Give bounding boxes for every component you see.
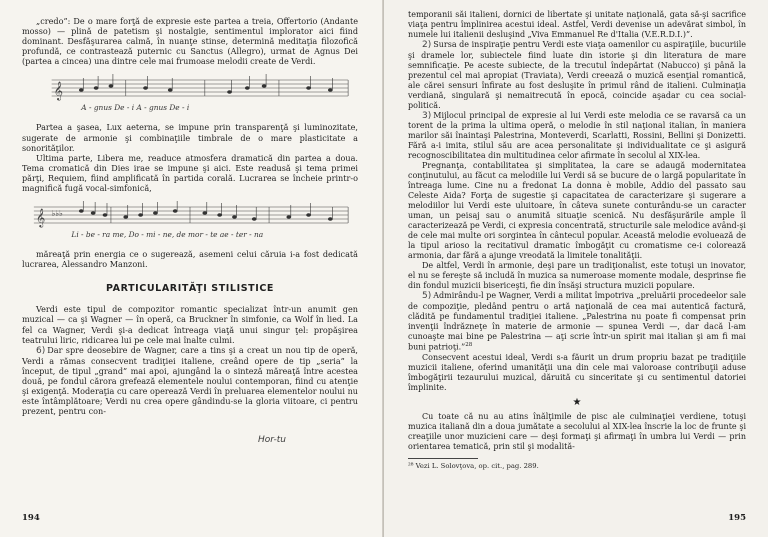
margin-note-handwriting: Hor-tu: [258, 435, 286, 445]
paragraph-marker-3: 3): [422, 110, 432, 121]
left-paragraph-6: [22, 345, 358, 417]
staff-drawing-2: [22, 199, 358, 245]
paragraph-marker-6: 6): [36, 345, 46, 356]
left-paragraph-3: Ultima parte, Libera me, readuce atmosfera dramatică din partea a doua. Tema cromatică din Dies irae se impune şi aici. Este readusă şi tema primei părţi, Requiem, fiind amplificată în partida corală. Lucrarea se încheie printr-o magnifică fugă vocal-simfonică,: [22, 152, 358, 194]
right-paragraph-6-text: Admirându-l pe Wagner, Verdi a militat împotriva „preluării procedeelor sale de compoziţie, pledând pentru o artă naţională de cea mai autentică factură, clădită pe fundamentul tradiţiei italiene. „Palestrina nu poate fi compensat prin invenţii îndrăzneţe în materie de armonie — spunea Verdi —, dar dacă l-am cunoaşte mai bine pe Palestrina — aţi scrie într-un spirit mai italian şi am fi mai buni patrioţi.”: [408, 290, 746, 353]
right-paragraph-2-text: Sursa de inspiraţie pentru Verdi este viaţa oamenilor cu aspiraţiile, bucuriile şi dramele lor, subiectele fiind luate din istorie şi din literatura de mare semnificaţie. Pe aceste subiecte, de la trecutul îndepărtat (Nabucco) şi până la prezentul cel mai apropiat (Traviata), Verdi creează o muzică esenţial romantică, ale cărei sensuri înfirate au fost desluşite în primul rând de italieni. Culminaţia verdiană, singulară şi nemaitrecută în epocă, coincide aşadar cu cea social-politică.: [408, 39, 746, 110]
right-paragraph-3-text: Mijlocul principal de expresie al lui Verdi este melodia ce se ravarsă ca un torent de la prima la ultima operă, o melodie în stil naţional italian, în maniera marilor săi înaintaşi Palestrina, Monteverdi, Scarlatti, Rossini, Bellini şi Donizetti. Fără a-i imita, stilul său are acea personalitate şi individualitate ce şi asigură recognoscibilitatea din multitudinea celor afirmate în secolul al XIX-lea.: [408, 110, 746, 161]
staff-lyrics-1: A - gnus De - i A - gnus De - i: [81, 103, 190, 113]
right-paragraph-8: Cu toate că nu au atins înălţimile de pisc ale culminaţiei verdiene, totuşi muzica italiană din a doua jumătate a secolului al XIX-lea înscrie la loc de frunte şi creaţiile unor muzicieni care — deşi formaţi şi afirmaţi în umbra lui Verdi — prin orientarea tematică, prin stil şi modalită-: [408, 411, 746, 451]
right-page: [384, 0, 768, 537]
staff-drawing-1: [22, 72, 358, 118]
footnote-reference: 28: [465, 342, 473, 349]
svg-text:♭♭♭: ♭♭♭: [51, 209, 63, 219]
left-paragraph-2: Partea a şasea, Lux aeterna, se impune prin transparenţă şi luminozitate, sugerate de armonie şi combinaţiile timbrale de o mare plasticitate a sonorităţilor.: [22, 122, 358, 153]
left-paragraph-4: măreaţă prin energia ce o sugerează, asemeni celui căruia i-a fost dedicată lucrarea, Alessandro Manzoni.: [22, 249, 358, 270]
right-paragraph-7: Consecvent acestui ideal, Verdi s-a făurit un drum propriu bazat pe tradiţiile muzicii italiene, oferind umanităţii una din cele mai valoroase contribuţii aduse îmbogăţirii tezaurului muzical, dăruită cu sinceritate şi cu sentimentul datoriei împlinite.: [408, 353, 746, 392]
paragraph-marker-5: 5): [422, 290, 432, 301]
left-paragraph-5: Verdi este tipul de compozitor romantic specializat într-un anumit gen muzical — ca şi Wagner — în operă, ca Bruckner în simfonie, ca Wolf în lied. La fel ca Wagner, Verdi şi-a dedicat întreaga viaţă unui singur ţel: propăşirea teatrului liric, ridicarea lui pe cele mai înalte culmi.: [22, 304, 358, 345]
svg-text:𝄞: 𝄞: [53, 81, 63, 101]
right-page-number: 195: [728, 513, 746, 523]
left-paragraph-1: „credo”: De o mare forţă de expresie este partea a treia, Offertorio (Andante mosso) — plină de patetism şi nostalgie, sentimentul implorator aici fiind dominant. Desfăşurarea calmă, în nuanţe stinse, determină meditaţia filozofică profundă, ce contrastează puternic cu Sanctus (Allegro), urmat de Agnus Dei (partea a cincea) una dintre cele mai frumoase melodii create de Verdi.: [22, 16, 358, 67]
paragraph-marker-2: 2): [422, 39, 432, 50]
music-staff-libera-me: [22, 199, 358, 245]
right-paragraph-4: Pregnanţa, contabilitatea şi simplitatea, la care se adaugă modernitatea conţinutului, au făcut ca melodiile lui Verdi să se bucure de o largă popularitate în întreaga lume. Cine nu a fredonat La donna è mobile, Addio del passato sau Celeste Aida? Forţa de sugestie şi capacitatea de caracterizare şi sugerare a melodiilor lui Verdi este uluitoare, în câteva sunete conturându-se un caracter uman, un peisaj sau o anumită situaţie scenică. Nu desfăşurările ample îl caracterizează pe Verdi, ci expresia concentrată, structurile sale melodice având-şi de cele mai multe ori sorgintea în cântecul popular. Această melodie evoluează de la tipul arioso la recitativul dramatic îmbogăţit cu cromatisme ce-i colorează armonia, dar fără a ajunge vreodată la limitele tonalităţii.: [408, 161, 746, 260]
section-heading: PARTICULARITĂŢI STILISTICE: [105, 283, 275, 295]
footnote: ²⁸ Vezi L. Solovţova, op. cit., pag. 289.: [408, 461, 539, 470]
left-page-number: 194: [22, 513, 40, 523]
footnote-divider: [408, 458, 478, 459]
svg-text:𝄞: 𝄞: [35, 208, 46, 228]
right-paragraph-3: [408, 111, 746, 162]
staff-lyrics-2: Li - be - ra me, Do - mi - ne, de mor - te ae - ter - na: [71, 230, 264, 240]
right-paragraph-1: temporanii săi italieni, dornici de libertate şi unitate naţională, gata să-şi sacrifice viaţa pentru împlinirea acestui ideal. Astfel, Verdi devenise un adevărat simbol, în numele lui italienii desluşind „Viva Emmanuel Re d'Italia (V.E.R.D.I.)”.: [408, 10, 746, 39]
right-paragraph-2: [408, 40, 746, 111]
right-paragraph-5: De altfel, Verdi în armonie, deşi pare un tradiţionalist, este totuşi un inovator, el nu se fereşte să includă în muzica sa numeroase momente modale, desprinse fie din fondul muzicii bisericeşti, fie din însăşi structura muzicii populare.: [408, 260, 746, 290]
music-staff-agnus-dei: [22, 72, 358, 118]
right-paragraph-6: [408, 291, 746, 353]
left-paragraph-6-text: Dar spre deosebire de Wagner, care a tins şi a creat un nou tip de operă, Verdi a rămas consecvent tradiţiei italiene, creând opere de tip „seria” la început, de tipul „grand” mai apoi, ajungând la o sinteză măreaţă între acestea două, pe fondul cărora grefează elementele noului contemporan, fiind cu atenţie şi exigenţă. Moderaţia cu care operează Verdi în preluarea elementelor noului nu este întâmplătoare; Verdi nu crea opere gândindu-se la gloria viitoare, ci pentru prezent, pentru con-: [22, 344, 358, 417]
section-star-separator: ★: [572, 396, 582, 408]
